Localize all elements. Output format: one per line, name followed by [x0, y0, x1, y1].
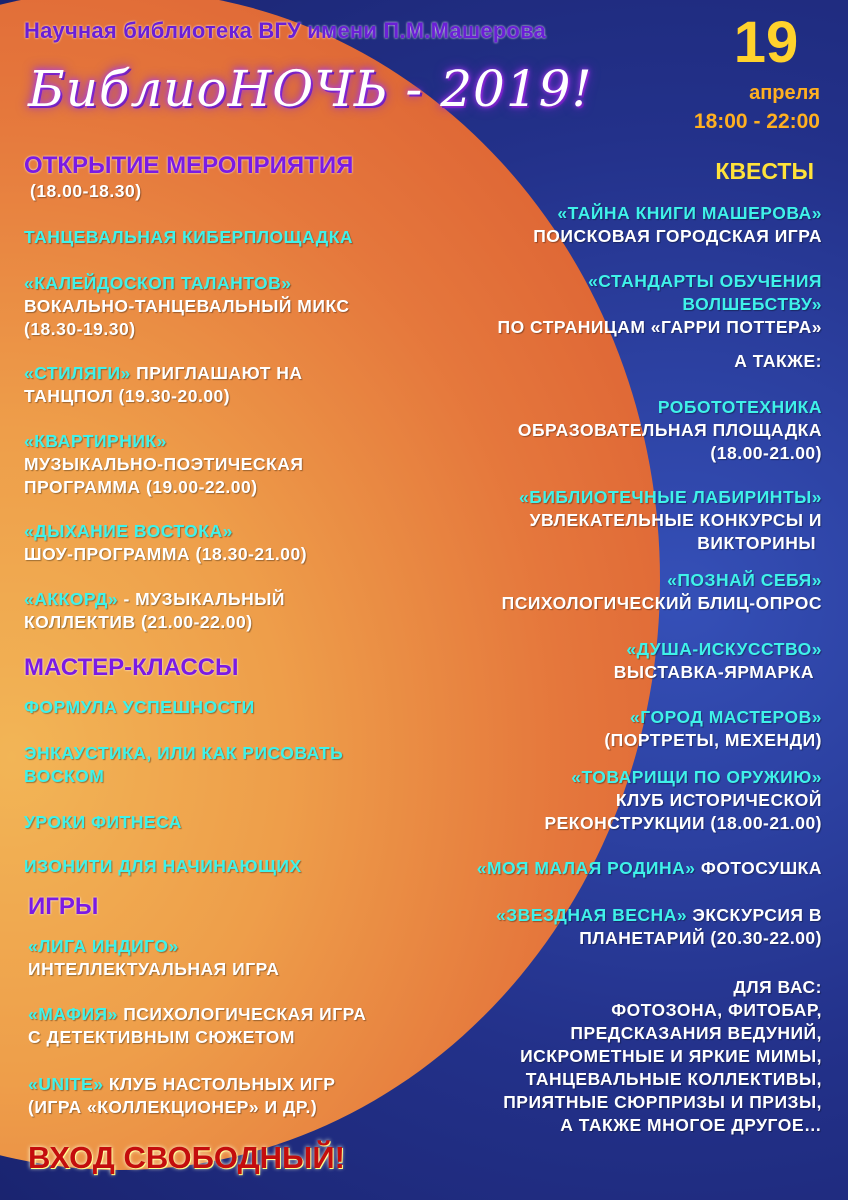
item-stilyagi [24, 362, 444, 408]
item-title: «ГОРОД МАСТЕРОВ» [630, 707, 822, 727]
item-robot [402, 396, 822, 465]
game-desc: ПСИХОЛОГИЧЕСКАЯ ИГРА [117, 1004, 367, 1024]
item-gorod [402, 706, 822, 752]
quest-title: «ТАЙНА КНИГИ МАШЕРОВА» [557, 203, 822, 223]
item-akkord [24, 588, 444, 634]
item-desc: ФОТОСУШКА [695, 858, 822, 878]
item-desc: ПСИХОЛОГИЧЕСКИЙ БЛИЦ-ОПРОС [501, 593, 822, 613]
item-desc2: КОЛЛЕКТИВ (21.00-22.00) [24, 612, 253, 632]
item-desc: ОБРАЗОВАТЕЛЬНАЯ ПЛОЩАДКА [517, 420, 822, 440]
item-kaleidoscope [24, 272, 444, 341]
item-desc: ВОКАЛЬНО-ТАНЦЕВАЛЬНЫЙ МИКС [24, 296, 350, 316]
game-desc: ИНТЕЛЛЕКТУАЛЬНАЯ ИГРА [28, 959, 280, 979]
item-desc: МУЗЫКАЛЬНО-ПОЭТИЧЕСКАЯ [24, 454, 304, 474]
quest-potter [402, 270, 822, 339]
game-title: «ЛИГА ИНДИГО» [28, 936, 179, 956]
item-tovarishchi [402, 766, 822, 835]
item-dusha [402, 638, 822, 684]
library-name: Научная библиотека ВГУ имени П.М.Машерова [24, 18, 546, 43]
item-title: «КВАРТИРНИК» [24, 431, 167, 451]
mc-enkaustika-2: ВОСКОМ [24, 766, 105, 786]
masterclasses-heading: МАСТЕР-КЛАССЫ [24, 654, 239, 681]
for-you-line: ИСКРОМЕТНЫЕ И ЯРКИЕ МИМЫ, [520, 1046, 822, 1066]
mc-enkaustika: ЭНКАУСТИКА, ИЛИ КАК РИСОВАТЬ [24, 743, 344, 763]
quest-title-2: ВОЛШЕБСТВУ» [682, 294, 822, 314]
item-time: ПРОГРАММА (19.00-22.00) [24, 477, 258, 497]
opening-time: (18.00-18.30) [30, 181, 142, 201]
item-vostok [24, 520, 444, 566]
quest-masherov [402, 202, 822, 248]
game-title: «UNITE» [28, 1074, 104, 1094]
date-month: апреля [749, 82, 820, 104]
item-kvartirnik [24, 430, 444, 499]
item-title: «КАЛЕЙДОСКОП ТАЛАНТОВ» [24, 273, 292, 293]
for-you-line: А ТАКЖЕ МНОГОЕ ДРУГОЕ… [560, 1115, 822, 1135]
item-title: «ТОВАРИЩИ ПО ОРУЖИЮ» [571, 767, 822, 787]
item-title: «ДЫХАНИЕ ВОСТОКА» [24, 521, 233, 541]
free-entry: ВХОД СВОБОДНЫЙ! [28, 1140, 346, 1175]
item-desc: ЭКСКУРСИЯ В [687, 905, 822, 925]
for-you-line: ТАНЦЕВАЛЬНЫЕ КОЛЛЕКТИВЫ, [525, 1069, 822, 1089]
for-you-line: ФОТОЗОНА, ФИТОБАР, [611, 1000, 822, 1020]
item-desc: (ПОРТРЕТЫ, МЕХЕНДИ) [604, 730, 822, 750]
game-title: «МАФИЯ» [28, 1004, 118, 1024]
item-rodina [382, 857, 822, 880]
item-desc: - МУЗЫКАЛЬНЫЙ [118, 589, 285, 609]
item-title: РОБОТОТЕХНИКА [657, 397, 822, 417]
date-time: 18:00 - 22:00 [693, 110, 820, 133]
item-title: «МОЯ МАЛАЯ РОДИНА» [476, 858, 696, 878]
quest-desc: ПО СТРАНИЦАМ «ГАРРИ ПОТТЕРА» [497, 317, 822, 337]
mc-fitness: УРОКИ ФИТНЕСА [24, 812, 182, 832]
item-title: «ДУША-ИСКУССТВО» [626, 639, 822, 659]
item-desc2: РЕКОНСТРУКЦИИ (18.00-21.00) [544, 813, 822, 833]
item-title: «БИБЛИОТЕЧНЫЕ ЛАБИРИНТЫ» [519, 487, 822, 507]
game-desc2: (ИГРА «КОЛЛЕКЦИОНЕР» И ДР.) [28, 1097, 318, 1117]
item-desc: КЛУБ ИСТОРИЧЕСКОЙ [615, 790, 822, 810]
item-desc: УВЛЕКАТЕЛЬНЫЕ КОНКУРСЫ И [529, 510, 822, 530]
event-title: БиблиоНОЧЬ - 2019! [28, 60, 593, 118]
item-title: «ЗВЕЗДНАЯ ВЕСНА» [495, 905, 688, 925]
item-desc: ШОУ-ПРОГРАММА (18.30-21.00) [24, 544, 308, 564]
item-desc: ПРИГЛАШАЮТ НА [130, 363, 303, 383]
item-title: «ПОЗНАЙ СЕБЯ» [667, 570, 822, 590]
item-time: (18.00-21.00) [710, 443, 822, 463]
for-you-line: ПРИЯТНЫЕ СЮРПРИЗЫ И ПРИЗЫ, [503, 1092, 822, 1112]
item-title: «АККОРД» [24, 589, 119, 609]
date-day: 19 [733, 10, 799, 75]
game-desc2: С ДЕТЕКТИВНЫМ СЮЖЕТОМ [28, 1027, 295, 1047]
item-desc2: ТАНЦПОЛ (19.30-20.00) [24, 386, 231, 406]
game-desc: КЛУБ НАСТОЛЬНЫХ ИГР [103, 1074, 336, 1094]
item-labyrinths [402, 486, 822, 555]
for-you-line: ДЛЯ ВАС: [733, 977, 822, 997]
mc-formula: ФОРМУЛА УСПЕШНОСТИ [24, 697, 255, 717]
for-you-block [382, 976, 822, 1137]
for-you-line: ПРЕДСКАЗАНИЯ ВЕДУНИЙ, [570, 1023, 822, 1043]
item-desc2: ВИКТОРИНЫ [697, 533, 816, 553]
item-title: «СТИЛЯГИ» [24, 363, 131, 383]
item-time: (18.30-19.30) [24, 319, 136, 339]
quests-heading: КВЕСТЫ [715, 158, 814, 184]
item-vesna [382, 904, 822, 950]
mc-izoniti: ИЗОНИТИ ДЛЯ НАЧИНАЮЩИХ [24, 856, 302, 876]
games-heading: ИГРЫ [28, 893, 99, 920]
item-desc2: ПЛАНЕТАРИЙ (20.30-22.00) [579, 928, 822, 948]
also-label: А ТАКЖЕ: [734, 351, 822, 371]
quest-desc: ПОИСКОВАЯ ГОРОДСКАЯ ИГРА [533, 226, 822, 246]
item-cyberdance: ТАНЦЕВАЛЬНАЯ КИБЕРПЛОЩАДКА [24, 227, 354, 247]
quest-title: «СТАНДАРТЫ ОБУЧЕНИЯ [588, 271, 822, 291]
opening-heading: ОТКРЫТИЕ МЕРОПРИЯТИЯ [24, 152, 354, 179]
item-desc: ВЫСТАВКА-ЯРМАРКА [613, 662, 814, 682]
item-poznay [402, 569, 822, 615]
